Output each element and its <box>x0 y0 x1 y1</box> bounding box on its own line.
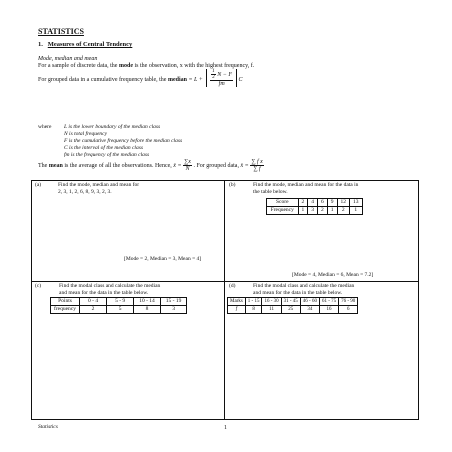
table-cell: 76 - 90 <box>339 298 358 306</box>
section-title: Measures of Central Tendency <box>47 41 133 48</box>
mean-term: mean <box>48 162 63 169</box>
table-cell: 8 <box>134 306 161 314</box>
table-cell: 34 <box>300 306 319 314</box>
median-numerator: $\frac{1}{2}$ N − F <box>212 69 233 80</box>
question-d-table <box>227 297 358 314</box>
mean-fraction: $\frac{\sum x}{N}$ <box>184 159 191 172</box>
half-fraction: $\frac{1}{2}$ <box>212 69 215 80</box>
mean-text-pre: The <box>38 162 49 169</box>
table-cell: 2 <box>80 306 107 314</box>
question-c-table <box>50 297 187 314</box>
table-cell: 3 <box>308 207 318 215</box>
median-denominator: fm <box>218 81 225 87</box>
grouped-mean-fraction: $\frac{\text{∑ f x}}{\sum f}$ <box>251 159 263 172</box>
table-cell: 5 <box>107 306 134 314</box>
median-text-pre: For grouped data in a cumulative frequency table, the <box>38 77 168 83</box>
question-a-data: 2, 3, 1, 2, 6, 8, 9, 3, 2, 3. <box>58 189 112 195</box>
table-row <box>267 199 363 207</box>
table-cell: 10 - 14 <box>134 298 161 306</box>
table-cell: 9 <box>327 199 337 207</box>
median-formula-c: C <box>238 77 243 83</box>
table-cell: frequency <box>51 306 80 314</box>
grid-divider-horizontal <box>31 281 418 282</box>
table-cell: 13 <box>350 199 363 207</box>
where-label: where <box>38 124 52 130</box>
question-b-label: (b) <box>229 182 236 188</box>
table-cell: 0 - 4 <box>80 298 107 306</box>
table-cell: 6 <box>339 306 358 314</box>
table-cell: 3 <box>160 306 187 314</box>
table-cell: 16 - 30 <box>262 298 281 306</box>
question-b-text2: the table below. <box>253 189 288 195</box>
table-cell: 1 <box>298 207 308 215</box>
section-number: 1. <box>38 41 43 48</box>
mean-xbar-grouped: x̄ = <box>240 162 249 169</box>
median-fraction <box>210 69 233 87</box>
mode-term: mode <box>118 63 133 69</box>
table-row <box>228 306 358 314</box>
page-number: 1 <box>224 425 227 431</box>
median-formula-lead: = L + <box>186 77 203 83</box>
table-cell: 31 - 45 <box>281 298 300 306</box>
question-c-text2: and mean for the data in the table below. <box>59 290 149 296</box>
table-cell: 11 <box>262 306 281 314</box>
question-a-label: (a) <box>35 182 42 188</box>
question-a-answer: [Mode = 2, Median = 3, Mean = 4] <box>124 256 202 262</box>
table-cell: 15 - 19 <box>160 298 187 306</box>
def-l: L is the lower boundary of the median class <box>64 124 161 130</box>
table-row <box>267 207 363 215</box>
section-heading <box>38 41 132 48</box>
subtitle: Mode, median and mean <box>38 56 98 62</box>
table-cell: 12 <box>337 199 350 207</box>
table-cell: f <box>228 306 246 314</box>
question-d-text2: and mean for the data in the table below. <box>253 290 343 296</box>
table-cell: 25 <box>281 306 300 314</box>
mean-definition <box>38 159 264 172</box>
question-d-text: Find the modal class and calculate the median <box>253 283 355 289</box>
grid-divider-vertical <box>224 180 225 419</box>
footer-label: Statistics <box>38 424 58 430</box>
table-cell: 2 <box>298 199 308 207</box>
table-cell: Frequency <box>267 207 299 215</box>
table-cell: Score <box>267 199 299 207</box>
table-cell: 1 - 15 <box>245 298 262 306</box>
question-b-table <box>266 198 363 215</box>
table-cell: 4 <box>308 199 318 207</box>
table-cell: 5 - 9 <box>107 298 134 306</box>
median-formula-bracket <box>206 69 237 87</box>
table-cell: 2 <box>337 207 350 215</box>
mode-text-pre: For a sample of discrete data, the <box>38 63 119 69</box>
median-definition <box>38 69 243 99</box>
table-cell: 6 <box>318 199 328 207</box>
grouped-text: . For grouped data, <box>193 162 239 169</box>
table-cell: 2 <box>318 207 328 215</box>
question-c-text: Find the modal class and calculate the median <box>59 283 161 289</box>
def-c: C is the interval of the median class <box>64 145 143 151</box>
table-cell: Points <box>51 298 80 306</box>
mode-text-post: is the observation, x with the highest frequency, f. <box>132 63 255 69</box>
def-f: F is the cumulative frequency before the median class <box>64 138 183 144</box>
table-row <box>51 306 187 314</box>
question-d-label: (d) <box>229 283 236 289</box>
question-a-text: Find the mode, median and mean for <box>58 182 140 188</box>
table-cell: 1 <box>327 207 337 215</box>
median-term: median <box>167 77 187 83</box>
table-cell: 1 <box>350 207 363 215</box>
table-cell: 8 <box>245 306 262 314</box>
question-b-text: Find the mode, median and mean for the data in <box>253 182 359 188</box>
table-row <box>228 298 358 306</box>
table-row <box>51 298 187 306</box>
question-c-label: (c) <box>35 283 42 289</box>
def-fm: fm is the frequency of the median class <box>64 152 150 158</box>
mean-text-post: is the average of all the observations. Hence, <box>62 162 172 169</box>
question-b-answer: [Mode = 4, Median = 6, Mean = 7.2] <box>292 272 374 278</box>
page-title: STATISTICS <box>38 27 84 36</box>
table-cell: 16 <box>319 306 338 314</box>
table-cell: 61 - 75 <box>319 298 338 306</box>
table-cell: 46 - 60 <box>300 298 319 306</box>
table-cell: Marks <box>228 298 246 306</box>
def-n: N is total frequency <box>64 131 108 137</box>
mean-xbar: x̄ = <box>173 162 182 169</box>
